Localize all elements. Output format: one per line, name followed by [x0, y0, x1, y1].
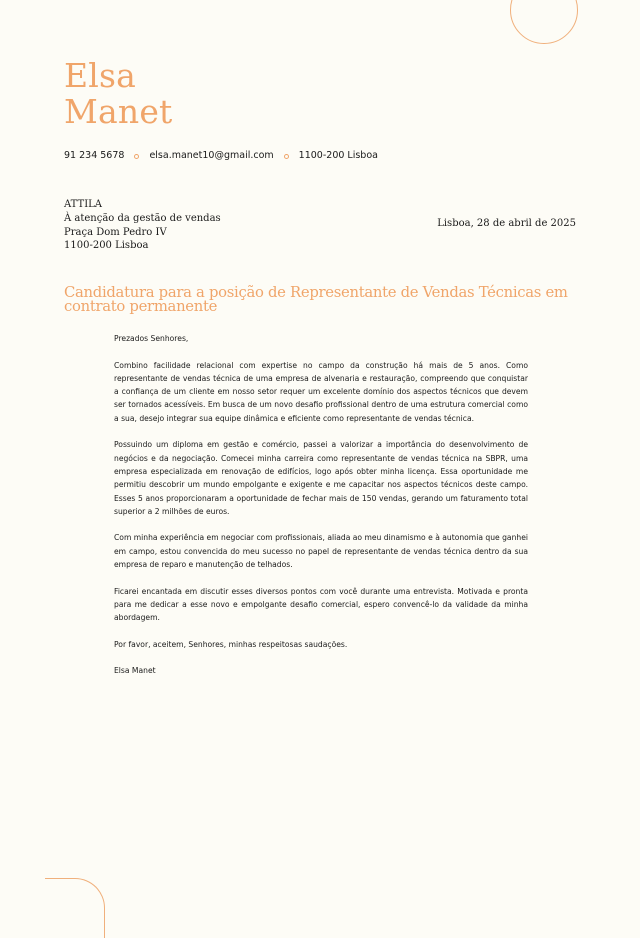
letter-subject: Candidatura para a posição de Representante de Vendas Técnicas em contrato permanente [64, 284, 568, 315]
letter-closing: Por favor, aceitem, Senhores, minhas respeitosas saudações. [114, 639, 348, 649]
decorative-circle-top [510, 0, 578, 44]
email-address: elsa.manet10@gmail.com [149, 150, 274, 161]
letter-paragraph: Combino facilidade relacional com expertise no campo da construção há mais de 5 anos. Como representante de vendas técnica de uma empresa de alvenaria e restauração, compreendo que conquistar a confiança de um cliente em nosso setor requer um excelente domínio dos aspectos técnicos que devem ser tornados acessíveis. Em busca de um novo desafio profissional dentro de uma estrutura comercial como a sua, desejo integrar sua equipe dinâmica e eficiente como representante de vendas técnica. [114, 360, 528, 423]
contact-line [64, 150, 378, 162]
first-name: Elsa [64, 56, 137, 95]
letter-date: Lisboa, 28 de abril de 2025 [437, 218, 576, 229]
letter-body [114, 332, 528, 691]
recipient-attention: À atenção da gestão de vendas [64, 212, 221, 224]
letter-paragraph: Possuindo um diploma em gestão e comércio, passei a valorizar a importância do desenvolvimento de negócios e da negociação. Comecei minha carreira como representante de vendas técnica na SBPR, uma empresa especializada em renovação de edifícios, logo após obter minha licença. Essa oportunidade me permitiu descobrir um mundo empolgante e exigente e me capacitar nos aspectos técnicos deste campo. Esses 5 anos proporcionaram a oportunidade de fechar mais de 150 vendas, gerando um faturamento total superior a 2 milhões de euros. [114, 440, 528, 516]
applicant-location: 1100-200 Lisboa [298, 150, 378, 161]
letter-greeting: Prezados Senhores, [114, 334, 189, 343]
phone-number: 91 234 5678 [64, 150, 125, 161]
recipient-address [64, 198, 221, 253]
recipient-company: ATTILA [64, 199, 103, 210]
applicant-name [64, 58, 173, 130]
recipient-street: Praça Dom Pedro IV [64, 226, 167, 238]
bullet-separator-icon [134, 154, 139, 159]
decorative-arc-bottom [45, 878, 105, 938]
letter-paragraph: Com minha experiência em negociar com profissionais, aliada ao meu dinamismo e à autonomia que ganhei em campo, estou convencida do meu sucesso no papel de representante de vendas técnica dentro da sua empresa de reparo e manutenção de telhados. [114, 533, 528, 570]
bullet-separator-icon [284, 154, 289, 159]
letter-signature: Elsa Manet [114, 666, 156, 676]
last-name: Manet [64, 92, 173, 131]
recipient-city: 1100-200 Lisboa [64, 240, 149, 252]
letter-paragraph: Ficarei encantada em discutir esses diversos pontos com você durante uma entrevista. Motivada e pronta para me dedicar a esse novo e empolgante desafio comercial, espero convencê-lo da validade da minha abordagem. [114, 586, 528, 623]
